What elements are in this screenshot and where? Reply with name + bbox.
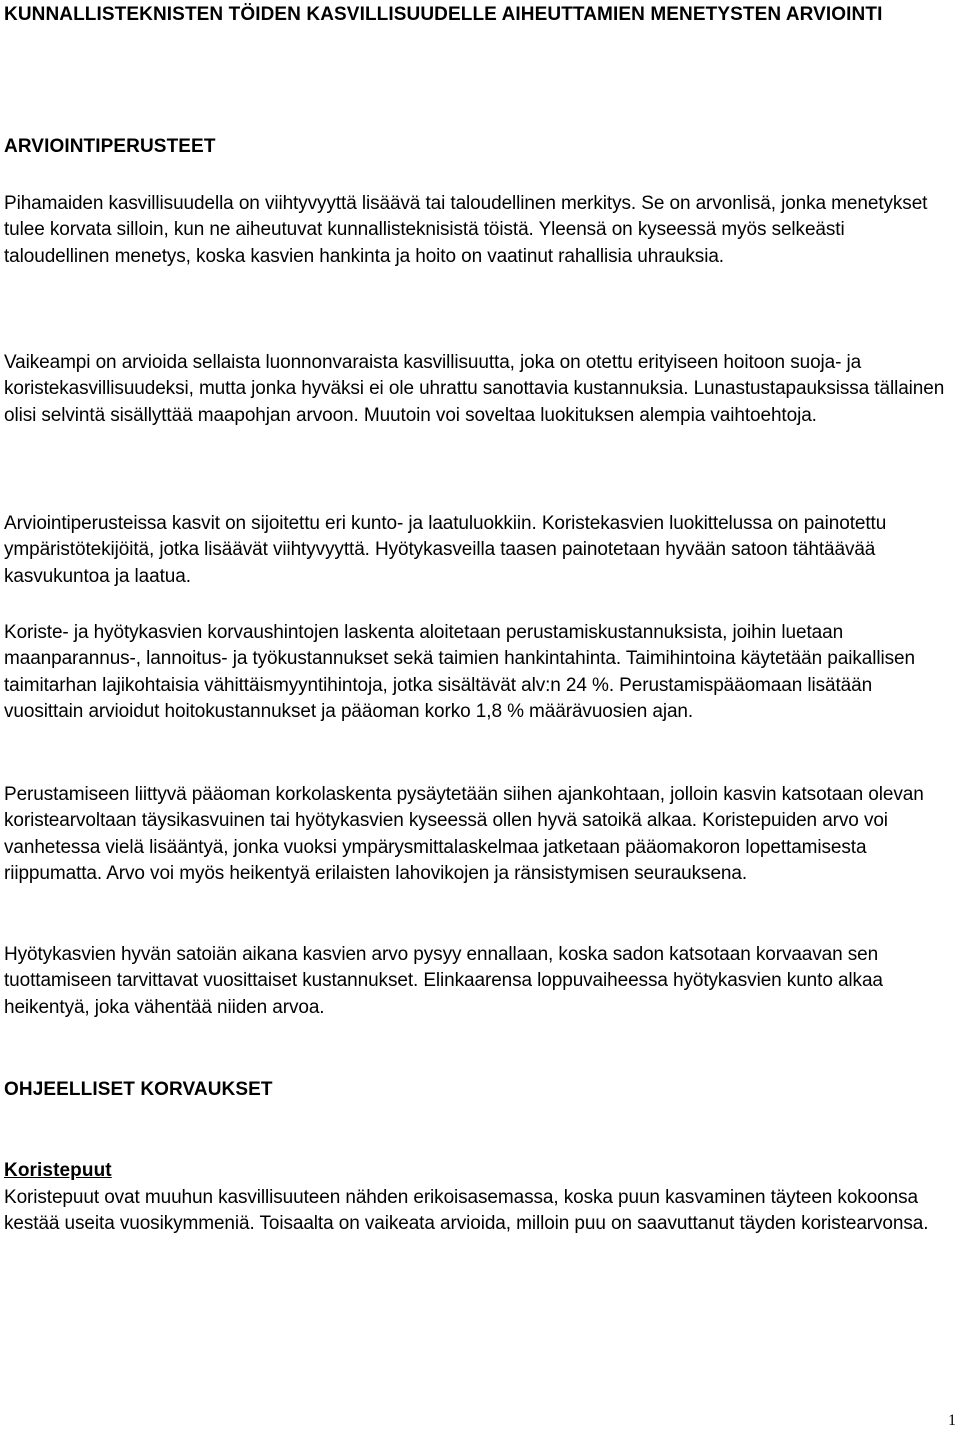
paragraph-interest-calculation: Perustamiseen liittyvä pääoman korkolaskenta pysäytetään siihen ajankohtaan, jolloin kasvin katsotaan olevan koristearvoltaan täysikasvuinen tai hyötykasvien kyseessä ollen hyvä satoikä alkaa. Koristepuiden arvo voi vanhetessa vielä lisääntyä, jonka vuoksi ympärysmittalaskelmaa jatketaan pääomakoron lopettamisesta riippumatta. Arvo voi myös heikentyä erilaisten lahovikojen ja ränsistymisen seurauksena. bbox=[4, 784, 924, 885]
paragraph-ornamental-trees: Koristepuut ovat muuhun kasvillisuuteen nähden erikoisasemassa, koska puun kasvaminen täyteen kokoonsa kestää useita vuosikymmeniä. Toisaalta on vaikeata arvioida, milloin puu on saavuttanut täyden koristearvonsa. bbox=[4, 1187, 929, 1235]
paragraph-natural-vegetation: Vaikeampi on arvioida sellaista luonnonvaraista kasvillisuutta, joka on otettu erityiseen hoitoon suoja- ja koristekasvillisuudeksi, mutta jonka hyväksi ei ole uhrattu sanottavia kustannuksia. Lunastustapauksissa tällainen olisi selvintä sisällyttää maapohjan arvoon. Muutoin voi soveltaa luokituksen alempia vaihtoehtoja. bbox=[4, 352, 945, 426]
paragraph-cost-calculation: Koriste- ja hyötykasvien korvaushintojen laskenta aloitetaan perustamiskustannuksista, joihin luetaan maanparannus-, lannoitus- ja työkustannukset sekä taimien hankintahinta. Taimihintoina käytetään paikallisen taimitarhan lajikohtaisia vähittäismyyntihintoja, jotka sisältävät alv:n 24 %. Perustamispääomaan lisätään vuosittain arvioidut hoitokustannukset ja pääoman korko 1,8 % määrävuosien ajan. bbox=[4, 622, 915, 723]
section-heading-arviointiperusteet: ARVIOINTIPERUSTEET bbox=[4, 136, 216, 157]
paragraph-crop-value: Hyötykasvien hyvän satoiän aikana kasvien arvo pysyy ennallaan, koska sadon katsotaan korvaavan sen tuottamiseen tarvittavat vuosittaiset kustannukset. Elinkaarensa loppuvaiheessa hyötykasvien kunto alkaa heikentyä, joka vähentää niiden arvoa. bbox=[4, 944, 883, 1018]
document-title: KUNNALLISTEKNISTEN TÖIDEN KASVILLISUUDELLE AIHEUTTAMIEN MENETYSTEN ARVIOINTI bbox=[4, 4, 883, 25]
paragraph-significance: Pihamaiden kasvillisuudella on viihtyvyyttä lisäävä tai taloudellinen merkitys. Se on arvonlisä, jonka menetykset tulee korvata silloin, kun ne aiheutuvat kunnallisteknisistä töistä. Yleensä on kyseessä myös selkeästi taloudellinen menetys, koska kasvien hankinta ja hoito on vaatinut rahallisia uhrauksia. bbox=[4, 193, 928, 267]
subsection-heading-koristepuut: Koristepuut bbox=[4, 1160, 112, 1181]
page-number: 1 bbox=[948, 1412, 956, 1429]
paragraph-classes: Arviointiperusteissa kasvit on sijoitettu eri kunto- ja laatuluokkiin. Koristekasvien luokittelussa on painotettu ympäristötekijöitä, jotka lisäävät viihtyvyyttä. Hyötykasveilla taasen painotetaan hyvään satoon tähtäävää kasvukuntoa ja laatua. bbox=[4, 513, 887, 587]
section-heading-ohjeelliset-korvaukset: OHJEELLISET KORVAUKSET bbox=[4, 1079, 273, 1100]
